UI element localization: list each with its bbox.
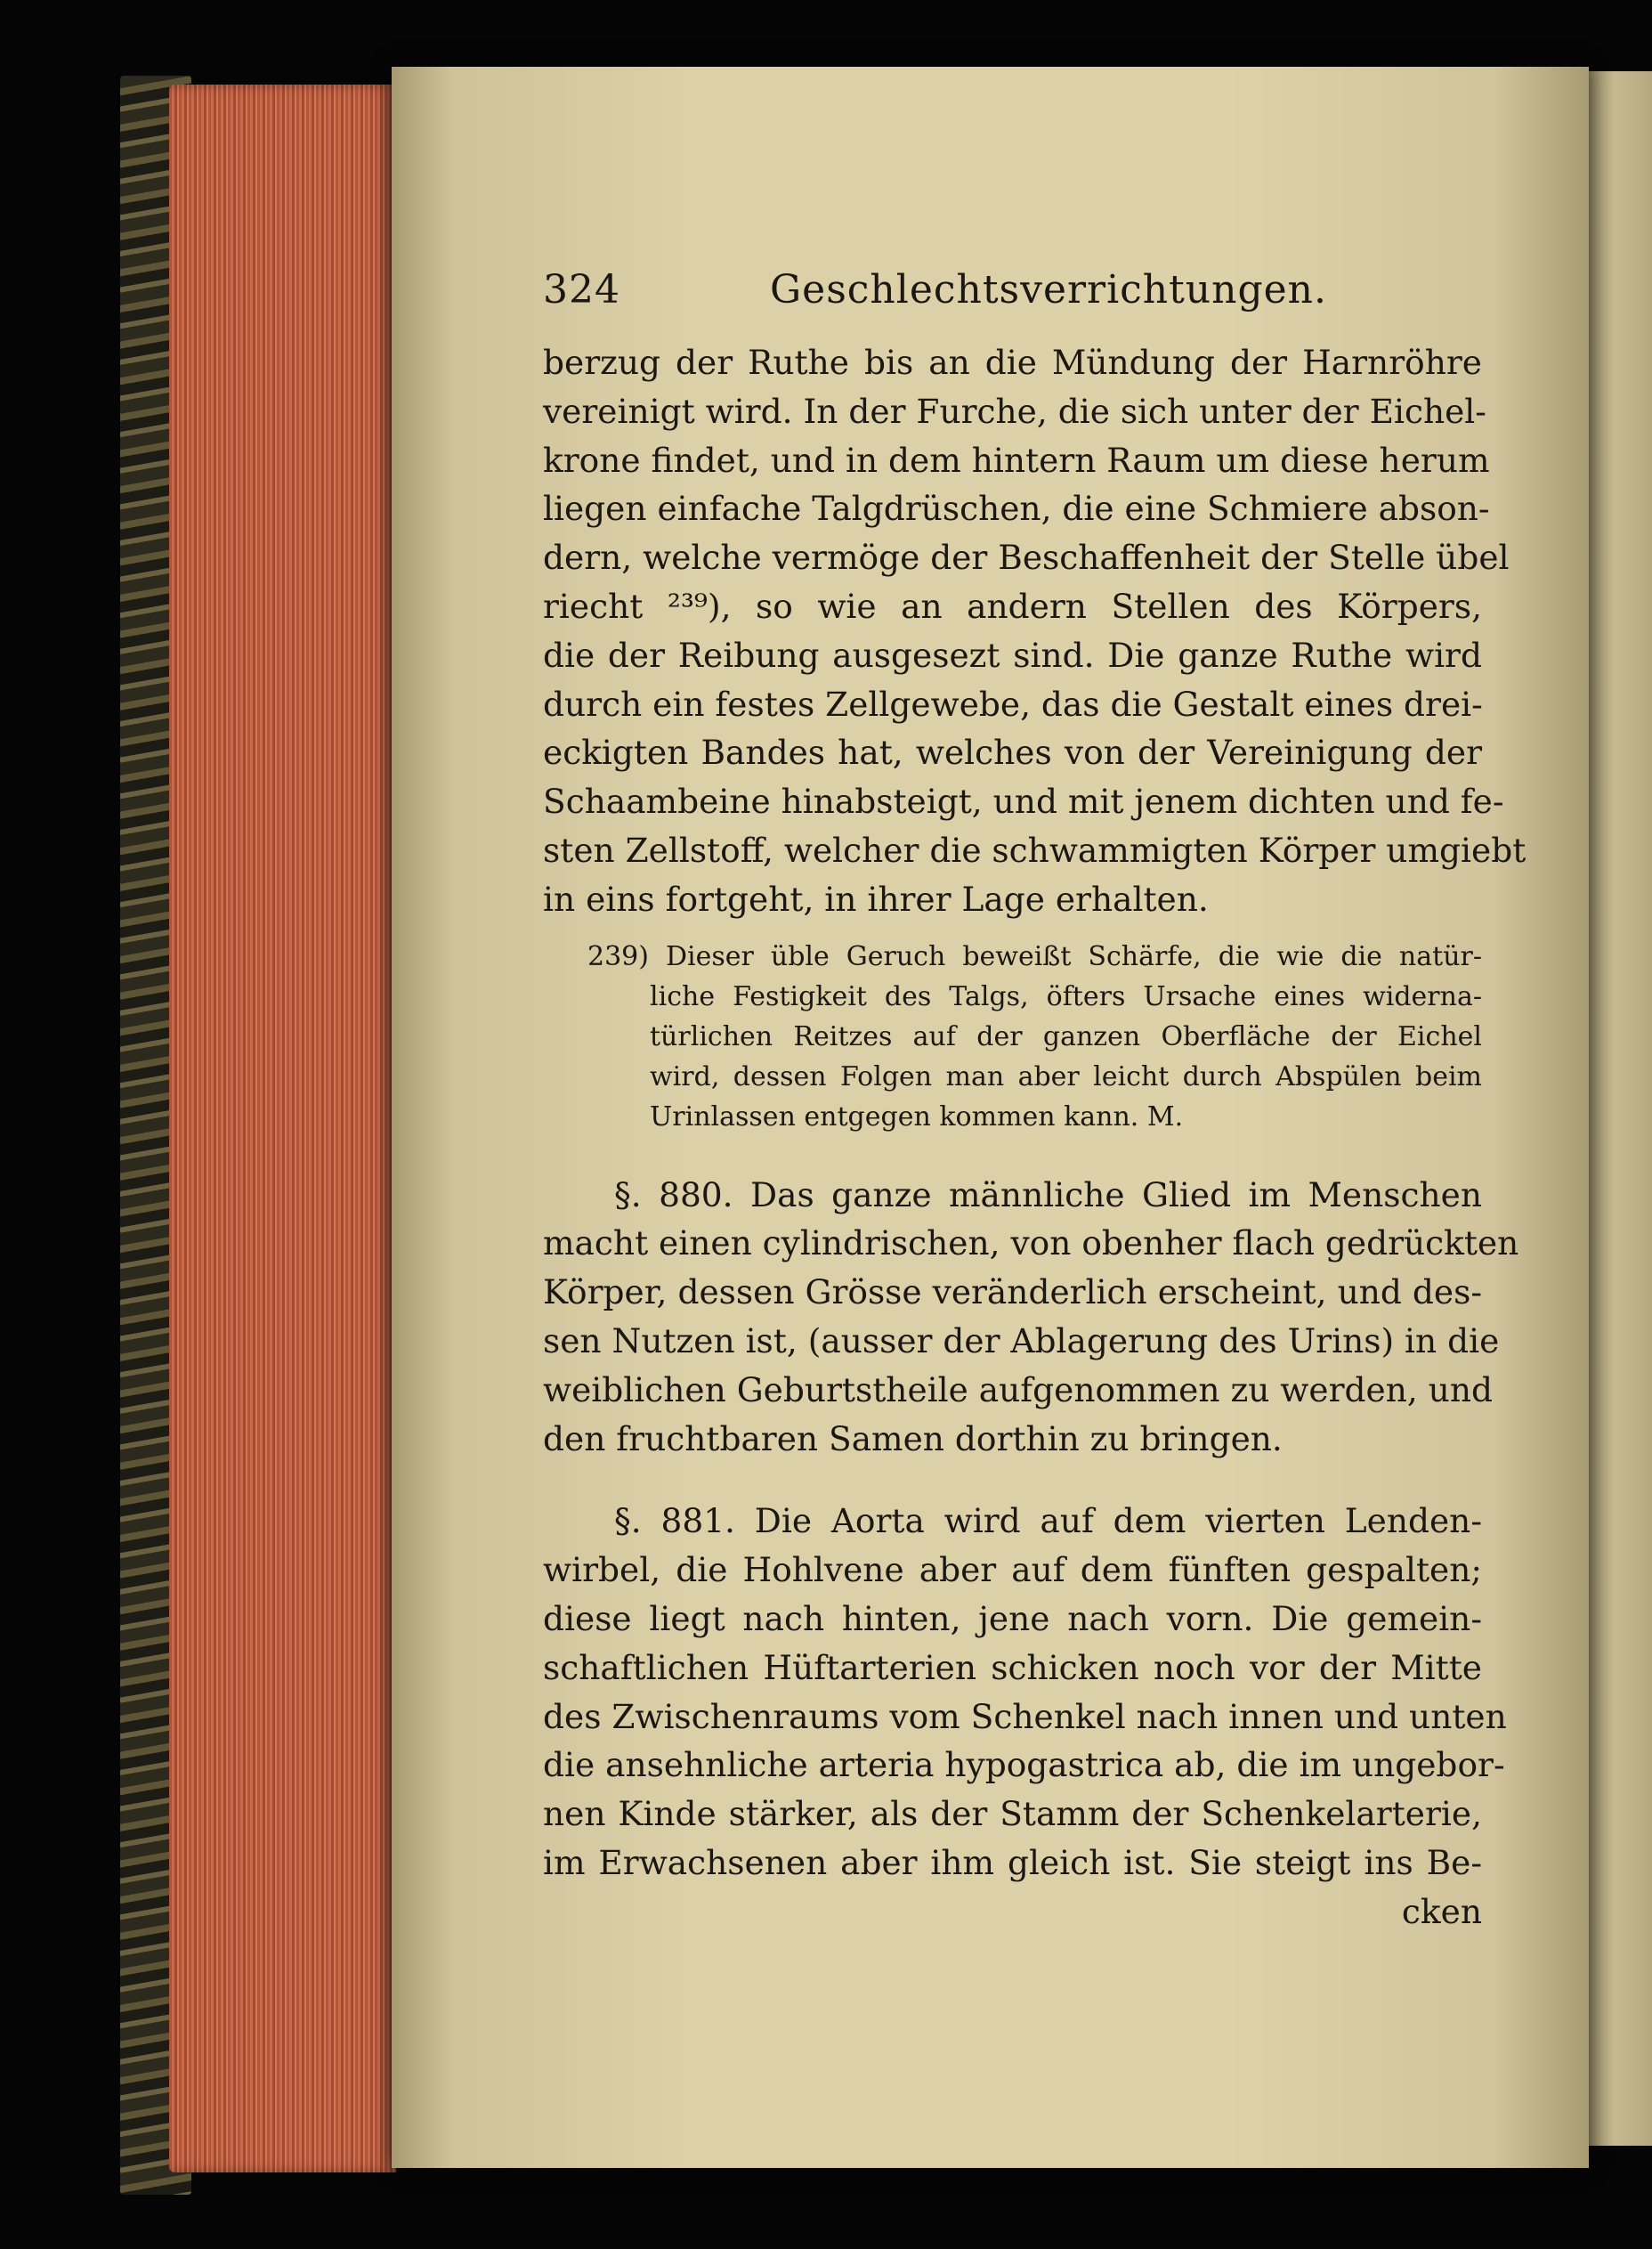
text-line: wirbel, die Hohlvene aber auf dem fünften gespalten; [543, 1550, 1482, 1590]
text-line: schaftlichen Hüftarterien schicken noch vor der Mitte [543, 1647, 1482, 1687]
page-content [543, 267, 1526, 1936]
running-head [543, 267, 1482, 338]
facing-page-edge [1589, 71, 1652, 2146]
footnote-line: liche Festigkeit des Talgs, öfters Ursache eines widerna- [650, 980, 1482, 1012]
text-line: liegen einfache Talgdrüschen, die eine Schmiere abson- [543, 489, 1490, 529]
text-line: durch ein festes Zellgewebe, das die Gestalt eines drei- [543, 684, 1483, 724]
footnote-239 [587, 937, 1482, 1137]
text-line: sen Nutzen ist, (ausser der Ablagerung des Urins) in die [543, 1320, 1500, 1360]
text-line: krone findet, und in dem hintern Raum um diese herum [543, 440, 1490, 480]
text-line: eckigten Bandes hat, welches von der Vereinigung der [543, 733, 1482, 773]
running-title: Geschlechtsverrichtungen. [770, 267, 1328, 313]
text-line: §. 880. Das ganze männliche Glied im Menschen [614, 1174, 1482, 1214]
paragraph-continued [543, 338, 1526, 924]
text-line: vereinigt wird. In der Furche, die sich unter der Eichel- [543, 391, 1486, 431]
text-line: den fruchtbaren Samen dorthin zu bringen. [543, 1418, 1283, 1458]
text-line: Schaambeine hinabsteigt, und mit jenem dichten und fe- [543, 782, 1504, 822]
catchword: cken [1401, 1891, 1482, 1931]
text-line: Körper, dessen Grösse veränderlich erscheint, und des- [543, 1272, 1482, 1312]
text-line: §. 881. Die Aorta wird auf dem vierten Lenden- [614, 1501, 1482, 1541]
text-line: die der Reibung ausgesezt sind. Die ganze Ruthe wird [543, 635, 1482, 675]
footnote-line: wird, dessen Folgen man aber leicht durch Abspülen beim [650, 1060, 1482, 1092]
text-line: weiblichen Geburtstheile aufgenommen zu werden, und [543, 1369, 1493, 1409]
paragraph-880 [543, 1171, 1519, 1464]
footnote-line: 239) Dieser üble Geruch beweißt Schärfe, die wie die natür- [587, 940, 1482, 972]
text-line: dern, welche vermöge der Beschaffenheit der Stelle übel [543, 538, 1510, 578]
text-line: des Zwischenraums vom Schenkel nach innen und unten [543, 1696, 1507, 1736]
text-line: sten Zellstoff, welcher die schwammigten Körper umgiebt [543, 830, 1526, 870]
text-line: riecht ²³⁹), so wie an andern Stellen des Körpers, [543, 586, 1482, 626]
footnote-line: Urinlassen entgegen kommen kann. M. [650, 1100, 1184, 1133]
paragraph-881 [543, 1497, 1507, 1887]
text-line: in eins fortgeht, in ihrer Lage erhalten. [543, 879, 1209, 919]
text-line: diese liegt nach hinten, jene nach vorn. Die gemein- [543, 1598, 1482, 1638]
text-line: im Erwachsenen aber ihm gleich ist. Sie steigt ins Be- [543, 1842, 1482, 1882]
text-line: die ansehnliche arteria hypogastrica ab, die im ungebor- [543, 1745, 1505, 1785]
text-line: berzug der Ruthe bis an die Mündung der Harnröhre [543, 343, 1482, 382]
text-line: macht einen cylindrischen, von obenher flach gedrückten [543, 1223, 1519, 1263]
page-block-edges [169, 85, 396, 2172]
footnote-line: türlichen Reitzes auf der ganzen Oberfläche der Eichel [650, 1020, 1482, 1052]
text-line: nen Kinde stärker, als der Stamm der Schenkelarterie, [543, 1794, 1482, 1834]
page-number: 324 [543, 267, 620, 313]
